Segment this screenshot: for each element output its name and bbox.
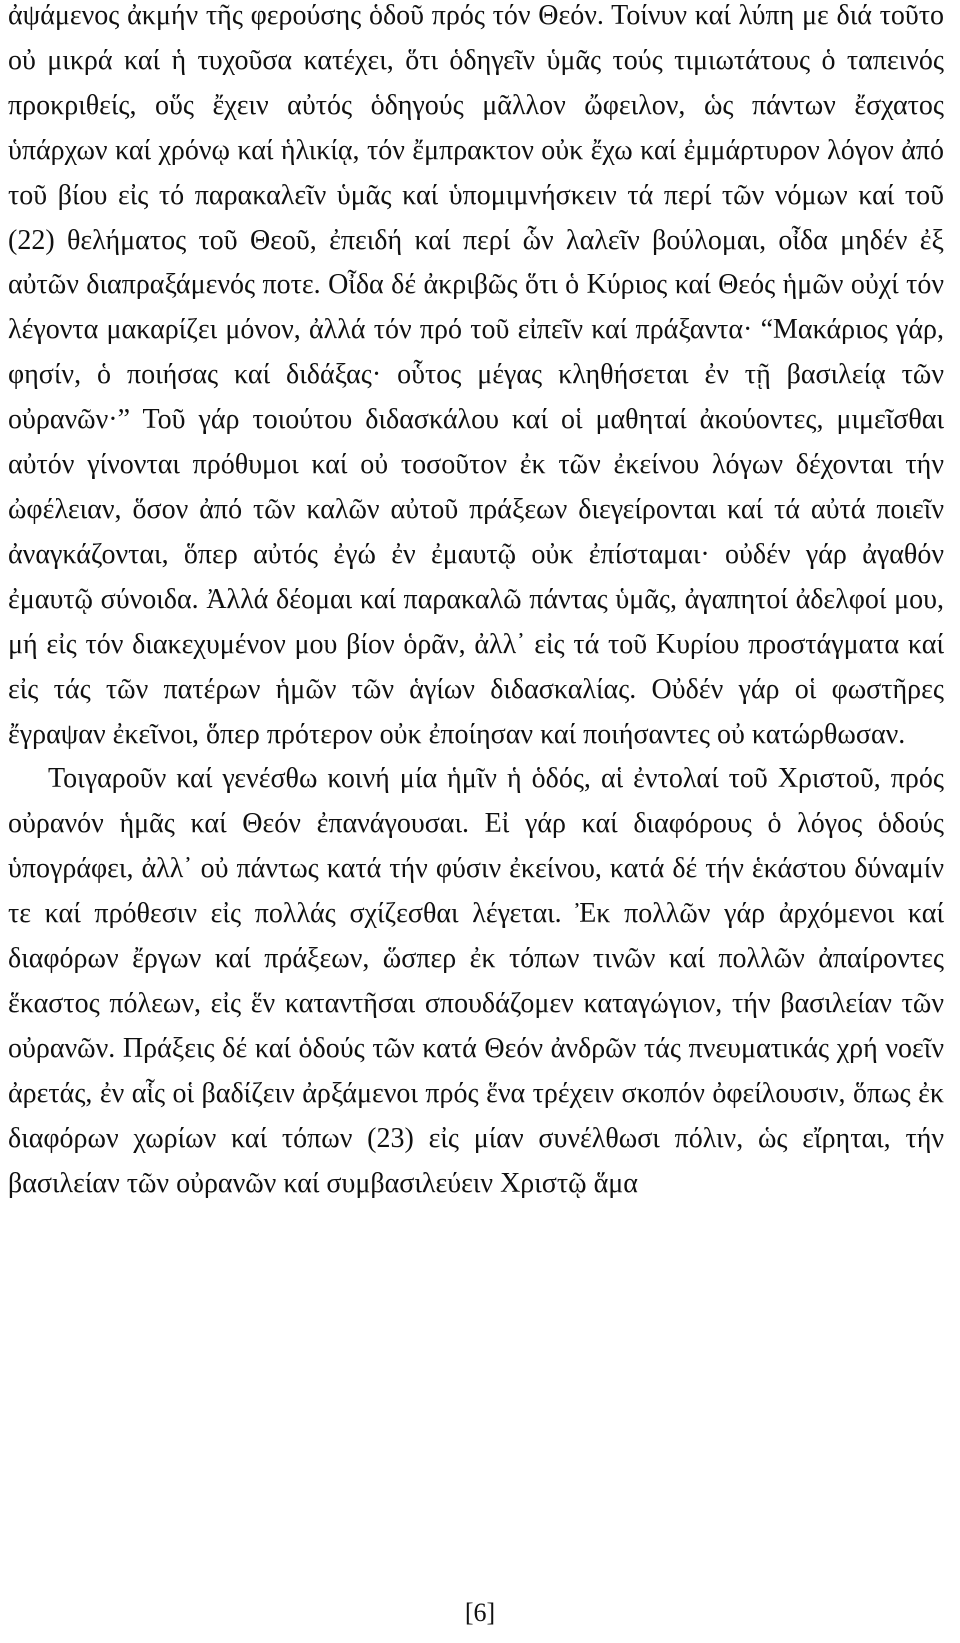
paragraph-2: Τοιγαροῦν καί γενέσθω κοινή μία ἡμῖν ἡ ὁδός, αἱ ἐντολαί τοῦ Χριστοῦ, πρός οὐρανόν ἡμᾶς καί Θεόν ἐπανάγουσαι. Εἰ γάρ καί διαφόρους ὁ λόγος ὁδούς ὑπογράφει, ἀλλ᾽ οὐ πάντως κατά τήν φύσιν ἐκείνου, κατά δέ τήν ἑκάστου δύναμίν τε καί πρόθεσιν εἰς πολλάς σχίζεσθαι λέγεται. Ἐκ πολλῶν γάρ ἀρχόμενοι καί διαφόρων ἔργων καί πράξεων, ὥσπερ ἐκ τόπων τινῶν καί πολλῶν ἀπαίροντες ἕκαστος πόλεων, εἰς ἕν καταντῆσαι σπουδάζομεν καταγώγιον, τήν βασιλείαν τῶν οὐρανῶν. Πράξεις δέ καί ὁδούς τῶν κατά Θεόν ἀνδρῶν τάς πνευματικάς χρή νοεῖν ἀρετάς, ἐν αἷς οἱ βαδίζειν ἀρξάμενοι πρός ἕνα τρέχειν σκοπόν ὀφείλουσιν, ὅπως ἐκ διαφόρων χωρίων καί τόπων (23) εἰς μίαν συνέλθωσι πόλιν, ὡς εἴρηται, τήν βασιλείαν τῶν οὐρανῶν καί συμβασιλεύειν Χριστῷ ἅμα [8,763,944,1199]
paragraph-1: ἀψάμενος ἀκμήν τῆς φερούσης ὁδοῦ πρός τόν Θεόν. Τοίνυν καί λύπη με διά τοῦτο οὐ μικρά καί ἡ τυχοῦσα κατέχει, ὅτι ὁδηγεῖν ὑμᾶς τούς τιμιωτάτους ὁ ταπεινός προκριθείς, οὕς ἔχειν αὐτός ὁδηγούς μᾶλλον ὤφειλον, ὡς πάντων ἔσχατος ὑπάρχων καί χρόνῳ καί ἡλικίᾳ, τόν ἔμπρακτον οὐκ ἔχω καί ἐμμάρτυρον λόγον ἀπό τοῦ βίου εἰς τό παρακαλεῖν ὑμᾶς καί ὑπομιμνήσκειν τά περί τῶν νόμων καί τοῦ (22) θελήματος τοῦ Θεοῦ, ἐπειδή καί περί ὧν λαλεῖν βούλομαι, οἶδα μηδέν ἐξ αὐτῶν διαπραξάμενός ποτε. Οἶδα δέ ἀκριβῶς ὅτι ὁ Κύριος καί Θεός ἡμῶν οὐχί τόν λέγοντα μακαρίζει μόνον, ἀλλά τόν πρό τοῦ εἰπεῖν καί πράξαντα· “Μακάριος γάρ, φησίν, ὁ ποιήσας καί διδάξας· οὗτος μέγας κληθήσεται ἐν τῇ βασιλείᾳ τῶν οὐρανῶν·” Τοῦ γάρ τοιούτου διδασκάλου καί οἱ μαθηταί ἀκούοντες, μιμεῖσθαι αὐτόν γίνονται πρόθυμοι καί οὐ τοσοῦτον ἐκ τῶν ἐκείνου λόγων δέχονται τήν ὠφέλειαν, ὅσον ἀπό τῶν καλῶν αὐτοῦ πράξεων διεγείρονται καί τά αὐτά ποιεῖν ἀναγκάζονται, ὅπερ αὐτός ἐγώ ἐν ἐμαυτῷ οὐκ ἐπίσταμαι· οὐδέν γάρ ἀγαθόν ἐμαυτῷ σύνοιδα. Ἀλλά δέομαι καί παρακαλῶ πάντας ὑμᾶς, ἀγαπητοί ἀδελφοί μου, μή εἰς τόν διακεχυμένον μου βίον ὁρᾶν, ἀλλ᾽ εἰς τά τοῦ Κυρίου προστάγματα καί εἰς τάς τῶν πατέρων ἡμῶν τῶν ἁγίων διδασκαλίας. Οὐδέν γάρ οἱ φωστῆρες ἔγραψαν ἐκεῖνοι, ὅπερ πρότερον οὐκ ἐποίησαν καί ποιήσαντες οὐ κατώρθωσαν. [8,0,944,750]
page-number: [6] [464,1598,496,1627]
body-text [8,0,944,1206]
